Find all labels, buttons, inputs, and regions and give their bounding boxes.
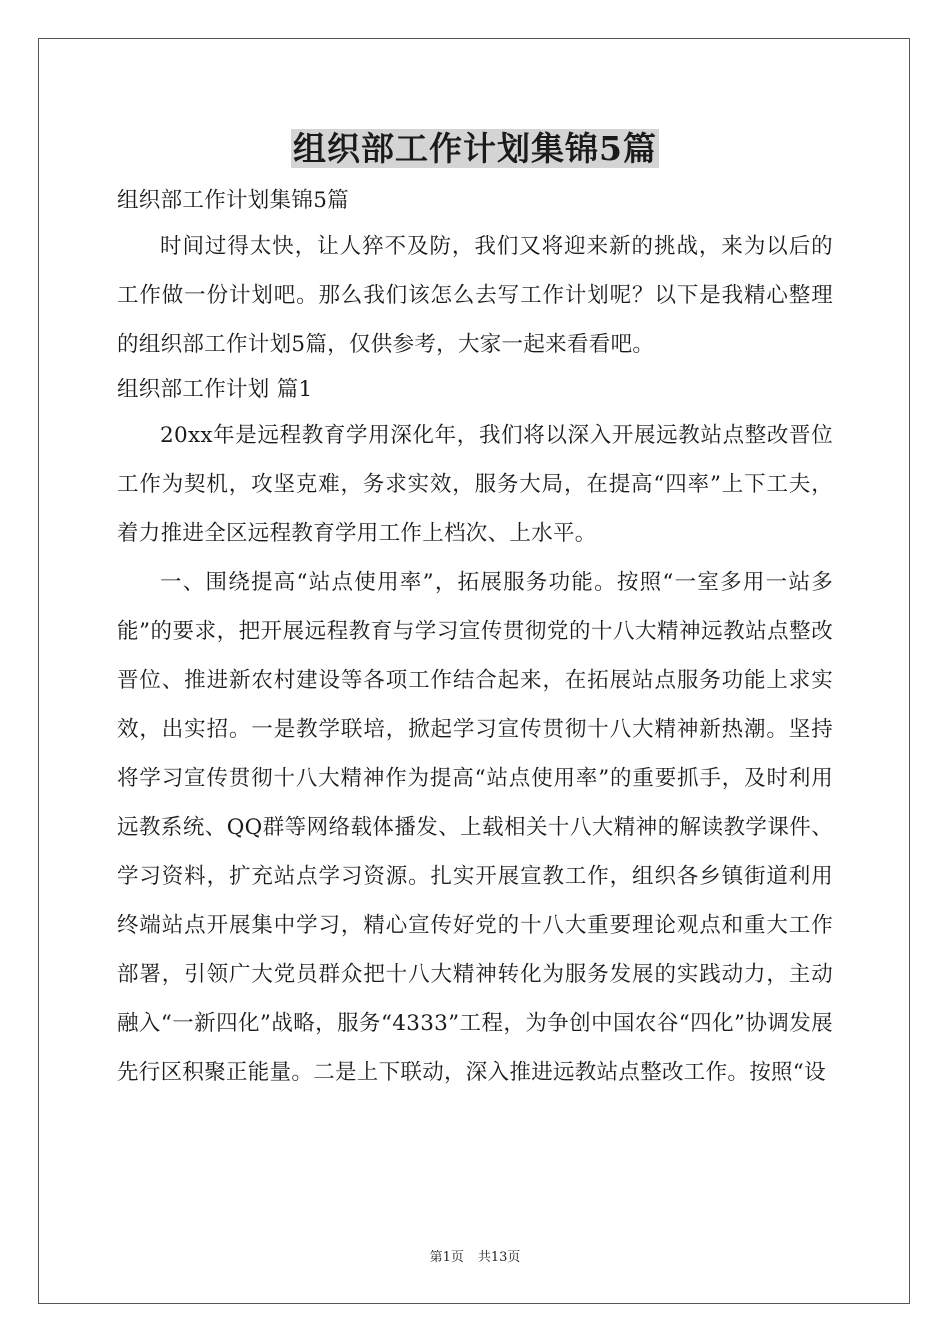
intro-paragraph: 时间过得太快，让人猝不及防，我们又将迎来新的挑战，来为以后的工作做一份计划吧。那么我们该怎么去写工作计划呢？以下是我精心整理的组织部工作计划5篇，仅供参考，大家一起来看看吧。 <box>117 234 833 357</box>
page-number: 第1页 <box>429 1250 464 1265</box>
page-footer <box>0 1246 950 1265</box>
document-title <box>0 125 950 173</box>
body-paragraph: 20xx年是远程教育学用深化年，我们将以深入开展远教站点整改晋位工作为契机，攻坚克难，务求实效，服务大局，在提高“四率”上下工夫，着力推进全区远程教育学用工作上档次、上水平。 <box>117 423 833 546</box>
subtitle-paragraph: 组织部工作计划集锦5篇 <box>117 188 349 213</box>
section-heading: 组织部工作计划 篇1 <box>117 377 313 402</box>
document-title-text: 组织部工作计划集锦5篇 <box>293 129 657 168</box>
document-body <box>117 180 833 1097</box>
page-total: 共13页 <box>477 1250 521 1265</box>
body-paragraph: 一、围绕提高“站点使用率”，拓展服务功能。按照“一室多用一站多能”的要求，把开展远程教育与学习宣传贯彻党的十八大精神远教站点整改晋位、推进新农村建设等各项工作结合起来，在拓展站点服务功能上求实效，出实招。一是教学联培，掀起学习宣传贯彻十八大精神新热潮。坚持将学习宣传贯彻十八大精神作为提高“站点使用率”的重要抓手，及时利用远教系统、QQ群等网络载体播发、上载相关十八大精神的解读教学课件、学习资料，扩充站点学习资源。扎实开展宣教工作，组织各乡镇街道利用终端站点开展集中学习，精心宣传好党的十八大重要理论观点和重大工作部署，引领广大党员群众把十八大精神转化为服务发展的实践动力，主动融入“一新四化”战略，服务“4333”工程，为争创中国农谷“四化”协调发展先行区积聚正能量。二是上下联动，深入推进远教站点整改工作。按照“设 <box>117 570 833 1085</box>
